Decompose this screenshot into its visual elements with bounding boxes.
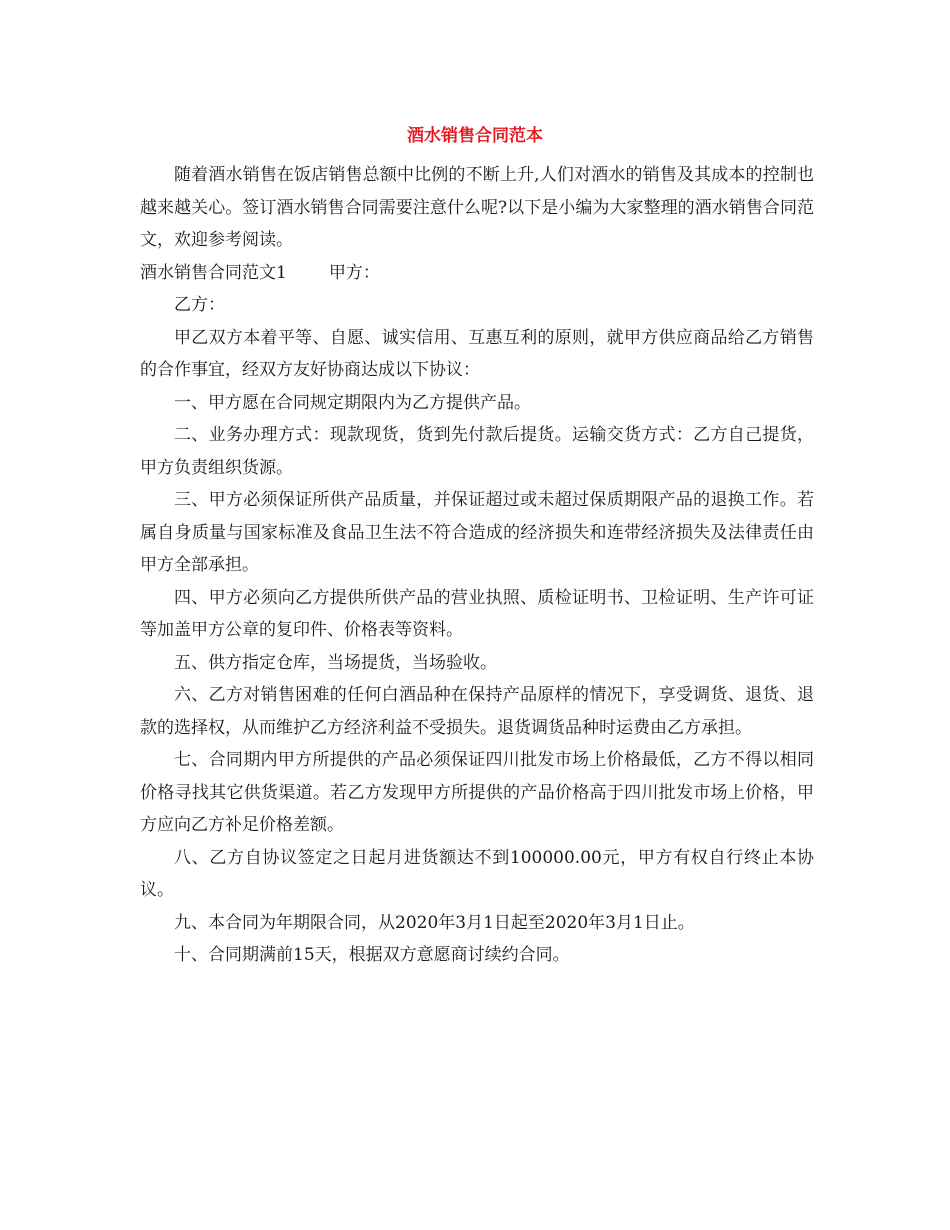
intro-paragraph: 随着酒水销售在饭店销售总额中比例的不断上升,人们对酒水的销售及其成本的控制也越来越关心。签订酒水销售合同需要注意什么呢?以下是小编为大家整理的酒水销售合同范文，欢迎参考阅读。: [140, 165, 814, 250]
preamble-paragraph: 甲乙双方本着平等、自愿、诚实信用、互惠互利的原则，就甲方供应商品给乙方销售的合作事宜，经双方友好协商达成以下协议：: [140, 327, 814, 380]
clause-paragraph: 三、甲方必须保证所供产品质量，并保证超过或未超过保质期限产品的退换工作。若属自身质量与国家标准及食品卫生法不符合造成的经济损失和连带经济损失及法律责任由甲方全部承担。: [140, 490, 814, 575]
clause-paragraph: 六、乙方对销售困难的任何白酒品种在保持产品原样的情况下，享受调货、退货、退款的选择权，从而维护乙方经济利益不受损失。退货调货品种时运费由乙方承担。: [140, 685, 814, 738]
document-title: 酒水销售合同范本: [407, 126, 543, 146]
clause-paragraph: 二、业务办理方式：现款现货，货到先付款后提货。运输交货方式：乙方自己提货，甲方负责组织货源。: [140, 425, 814, 478]
clause-paragraph: 八、乙方自协议签定之日起月进货额达不到100000.00元，甲方有权自行终止本协议。: [140, 847, 814, 900]
section-heading: 酒水销售合同范文1: [140, 262, 287, 283]
clause-paragraph: 七、合同期内甲方所提供的产品必须保证四川批发市场上价格最低，乙方不得以相同价格寻找其它供货渠道。若乙方发现甲方所提供的产品价格高于四川批发市场上价格，甲方应向乙方补足价格差额。: [140, 750, 814, 835]
clause-paragraph: 九、本合同为年期限合同，从2020年3月1日起至2020年3月1日止。: [174, 912, 695, 933]
clause-paragraph: 一、甲方愿在合同规定期限内为乙方提供产品。: [174, 392, 531, 413]
clause-paragraph: 五、供方指定仓库，当场提货，当场验收。: [174, 652, 497, 673]
document-body: [140, 157, 814, 972]
section-heading-line: [140, 257, 814, 290]
clause-paragraph: 四、甲方必须向乙方提供所供产品的营业执照、质检证明书、卫检证明、生产许可证等加盖甲方公章的复印件、价格表等资料。: [140, 587, 814, 640]
party-b-label: 乙方：: [174, 295, 225, 315]
party-a-label: 甲方：: [328, 262, 380, 283]
clause-paragraph: 十、合同期满前15天，根据双方意愿商讨续约合同。: [174, 945, 570, 965]
